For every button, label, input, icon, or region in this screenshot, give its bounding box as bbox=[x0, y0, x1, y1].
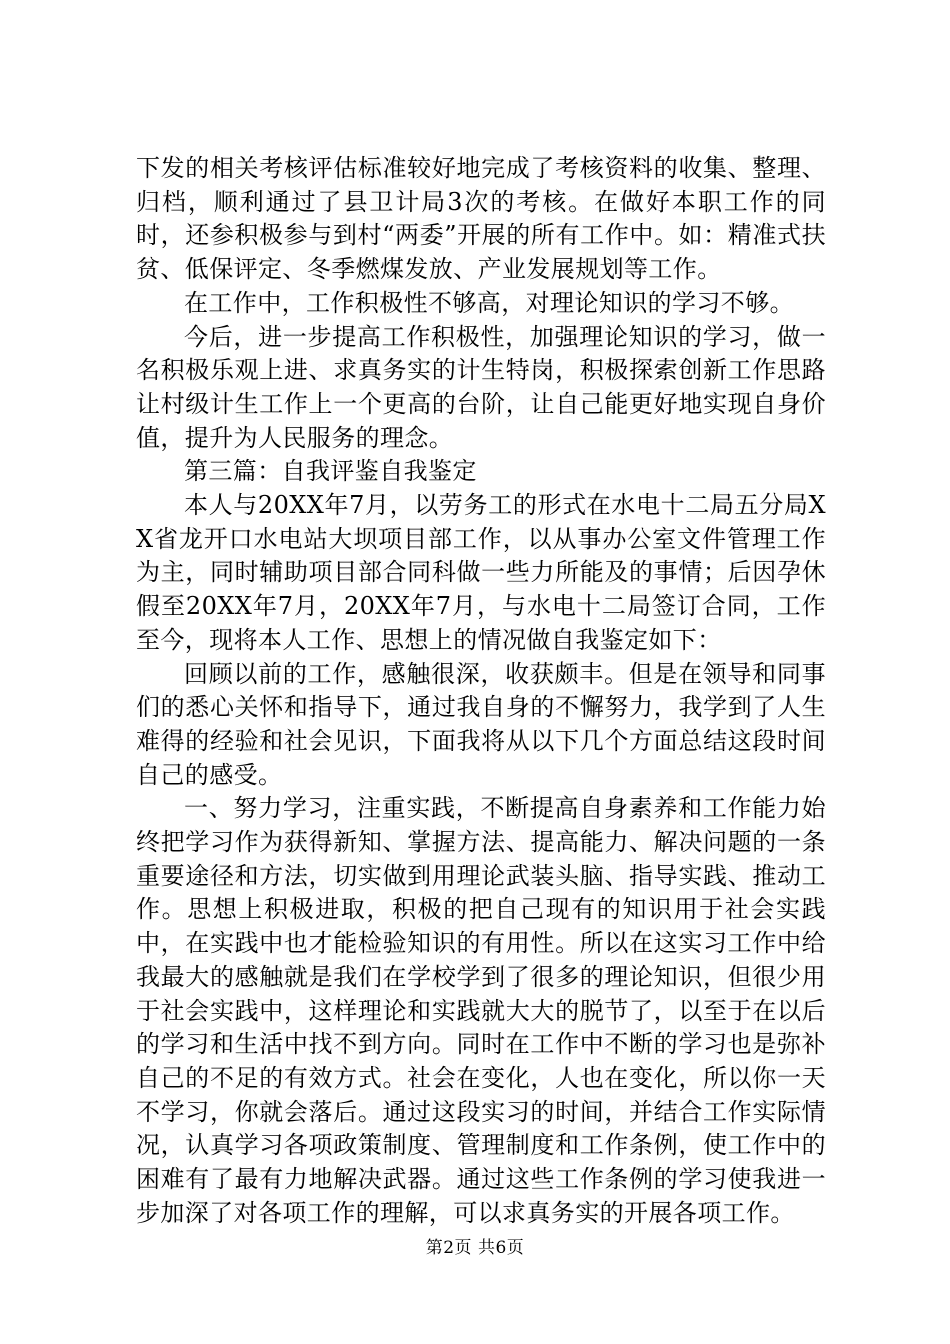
paragraph-1: 下发的相关考核评估标准较好地完成了考核资料的收集、整理、归档，顺利通过了县卫计局3次的考核。在做好本职工作的同时，还参积极参与到村“两委”开展的所有工作中。如：精准式扶贫、低保评定、冬季燃煤发放、产业发展规划等工作。 bbox=[136, 154, 826, 284]
document-body bbox=[136, 152, 826, 1231]
paragraph-2: 在工作中，工作积极性不够高，对理论知识的学习不够。 bbox=[184, 288, 794, 317]
page-number-footer: 第2页 共6页 bbox=[425, 1238, 525, 1258]
paragraph-7: 一、努力学习，注重实践，不断提高自身素养和工作能力始终把学习作为获得新知、掌握方法、提高能力、解决问题的一条重要途径和方法，切实做到用理论武装头脑、指导实践、推动工作。思想上积极进取，积极的把自己现有的知识用于社会实践中，在实践中也才能检验知识的有用性。所以在这实习工作中给我最大的感触就是我们在学校学到了很多的理论知识，但很少用于社会实践中，这样理论和实践就大大的脱节了，以至于在以后的学习和生活中找不到方向。同时在工作中不断的学习也是弥补自己的不足的有效方式。社会在变化，人也在变化，所以你一天不学习，你就会落后。通过这段实习的时间，并结合工作实际情况，认真学习各项政策制度、管理制度和工作条例，使工作中的困难有了最有力地解决武器。通过这些工作条例的学习使我进一步加深了对各项工作的理解，可以求真务实的开展各项工作。 bbox=[136, 794, 826, 1227]
paragraph-6: 回顾以前的工作，感触很深，收获颇丰。但是在领导和同事们的悉心关怀和指导下，通过我自身的不懈努力，我学到了人生难得的经验和社会见识，下面我将从以下几个方面总结这段时间自己的感受。 bbox=[136, 659, 826, 789]
paragraph-3: 今后，进一步提高工作积极性，加强理论知识的学习，做一名积极乐观上进、求真务实的计生特岗，积极探索创新工作思路让村级计生工作上一个更高的台阶，让自己能更好地实现自身价值，提升为人民服务的理念。 bbox=[136, 322, 826, 452]
paragraph-5: 本人与20XX年7月，以劳务工的形式在水电十二局五分局XX省龙开口水电站大坝项目部工作，以从事办公室文件管理工作为主，同时辅助项目部合同科做一些力所能及的事情；后因孕休假至20XX年7月，20XX年7月，与水电十二局签订合同，工作至今，现将本人工作、思想上的情况做自我鉴定如下： bbox=[136, 491, 826, 654]
section-heading: 第三篇：自我评鉴自我鉴定 bbox=[184, 457, 477, 486]
